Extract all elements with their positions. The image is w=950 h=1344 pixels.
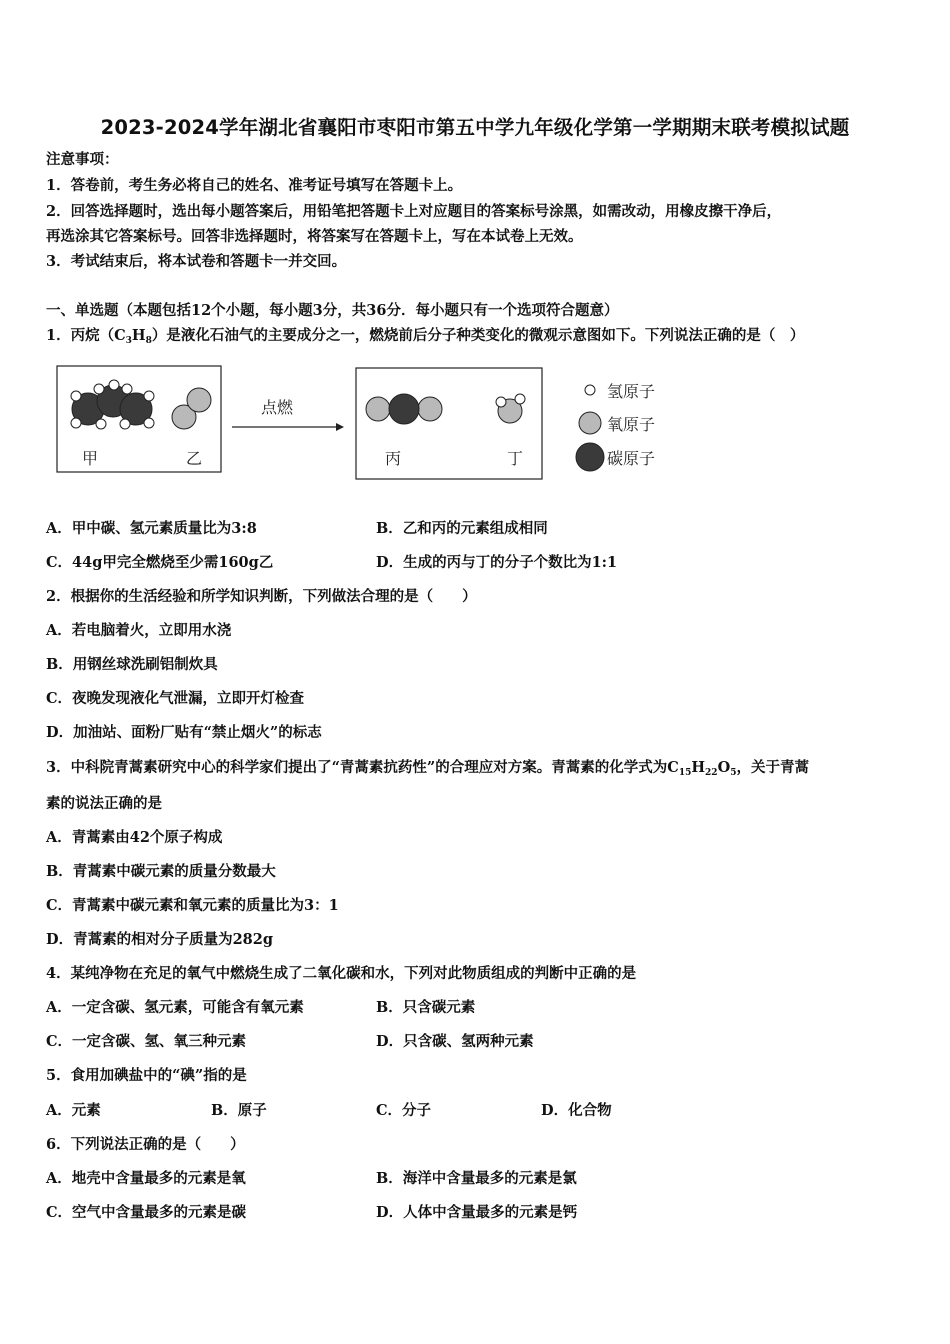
q3-option-a: A．青蒿素由42个原子构成 (46, 829, 223, 846)
q6-option-a: A．地壳中含量最多的元素是氧 (46, 1170, 246, 1187)
q5-stem: 5．食用加碘盐中的“碘”指的是 (46, 1067, 247, 1084)
q2-option-c: C．夜晚发现液化气泄漏，立即开灯检查 (46, 690, 305, 707)
q3-option-c: C．青蒿素中碳元素和氧元素的质量比为3：1 (46, 897, 339, 914)
q3-option-d: D．青蒿素的相对分子质量为282g (46, 931, 273, 948)
q5-option-c: C．分子 (376, 1102, 432, 1119)
label-jia: 甲 (82, 449, 99, 468)
hydrogen-atom-icon (585, 385, 595, 395)
q3-stem-cont: 素的说法正确的是 (46, 795, 162, 812)
q4-option-b: B．只含碳元素 (376, 999, 476, 1016)
q6-option-d: D．人体中含量最多的元素是钙 (376, 1204, 578, 1221)
oxygen-atom-icon (579, 412, 601, 434)
reaction-figure (56, 365, 686, 485)
q1-stem: 1．丙烷$(C_3H_8)$是液化石油气的主要成分之一，燃烧前后分子种类变化的微观示意图如下。下列说法正确的是（ ） (46, 327, 805, 346)
label-bing: 丙 (385, 449, 402, 468)
q4-option-a: A．一定含碳、氢元素，可能含有氧元素 (46, 999, 304, 1016)
q4-option-d: D．只含碳、氢两种元素 (376, 1033, 534, 1050)
q2-option-b: B．用钢丝球洗刷铝制炊具 (46, 656, 218, 673)
q3-stem: 3．中科院青蒿素研究中心的科学家们提出了“青蒿素抗药性”的合理应对方案。青蒿素的化学式为$C_{15}H_{22}O_5$，关于青蒿 (46, 759, 809, 778)
q6-option-c: C．空气中含量最多的元素是碳 (46, 1204, 247, 1221)
q2-option-d: D．加油站、面粉厂贴有“禁止烟火”的标志 (46, 724, 322, 741)
notice-heading: 注意事项： (46, 151, 119, 168)
q2-option-a: A．若电脑着火，立即用水浇 (46, 622, 232, 639)
label-yi: 乙 (186, 449, 203, 468)
notice-item-2: 2．回答选择题时，选出每小题答案后，用铅笔把答题卡上对应题目的答案标号涂黑，如需改动，用橡皮擦干净后， (46, 203, 782, 220)
legend-carbon: 碳原子 (607, 449, 656, 468)
q1-reaction-diagram (56, 365, 686, 485)
q5-option-d: D．化合物 (541, 1102, 612, 1119)
notice-item-2-cont: 再选涂其它答案标号。回答非选择题时，将答案写在答题卡上，写在本试卷上无效。 (46, 228, 583, 245)
q6-stem: 6．下列说法正确的是（ ） (46, 1136, 245, 1153)
q4-option-c: C．一定含碳、氢、氧三种元素 (46, 1033, 247, 1050)
q5-option-a: A．元素 (46, 1102, 101, 1119)
notice-item-3: 3．考试结束后，将本试卷和答题卡一并交回。 (46, 253, 347, 270)
label-ding: 丁 (507, 449, 524, 468)
q1-option-d: D．生成的丙与丁的分子个数比为1:1 (376, 554, 618, 571)
notice-item-1: 1．答卷前，考生务必将自己的姓名、准考证号填写在答题卡上。 (46, 177, 463, 194)
page-title: 2023-2024学年湖北省襄阳市枣阳市第五中学九年级化学第一学期期末联考模拟试题 (100, 116, 850, 139)
legend-hydrogen: 氢原子 (607, 382, 656, 401)
carbon-dioxide-molecule-icon (366, 394, 442, 424)
q3-option-b: B．青蒿素中碳元素的质量分数最大 (46, 863, 276, 880)
legend-oxygen: 氧原子 (607, 415, 656, 434)
q4-stem: 4．某纯净物在充足的氧气中燃烧生成了二氧化碳和水，下列对此物质组成的判断中正确的是 (46, 965, 637, 982)
q1-option-a: A．甲中碳、氢元素质量比为3:8 (46, 520, 257, 537)
section-heading: 一、单选题（本题包括12个小题，每小题3分，共36分．每小题只有一个选项符合题意） (46, 302, 619, 319)
q1-option-c: C．44g甲完全燃烧至少需160g乙 (46, 554, 274, 571)
q5-option-b: B．原子 (211, 1102, 267, 1119)
q2-stem: 2．根据你的生活经验和所学知识判断，下列做法合理的是（ ） (46, 588, 477, 605)
carbon-atom-icon (576, 443, 604, 471)
q1-option-b: B．乙和丙的元素组成相同 (376, 520, 548, 537)
legend (576, 382, 655, 471)
arrow-label: 点燃 (261, 398, 294, 417)
arrow-head-icon (336, 423, 344, 431)
q6-option-b: B．海洋中含量最多的元素是氯 (376, 1170, 577, 1187)
